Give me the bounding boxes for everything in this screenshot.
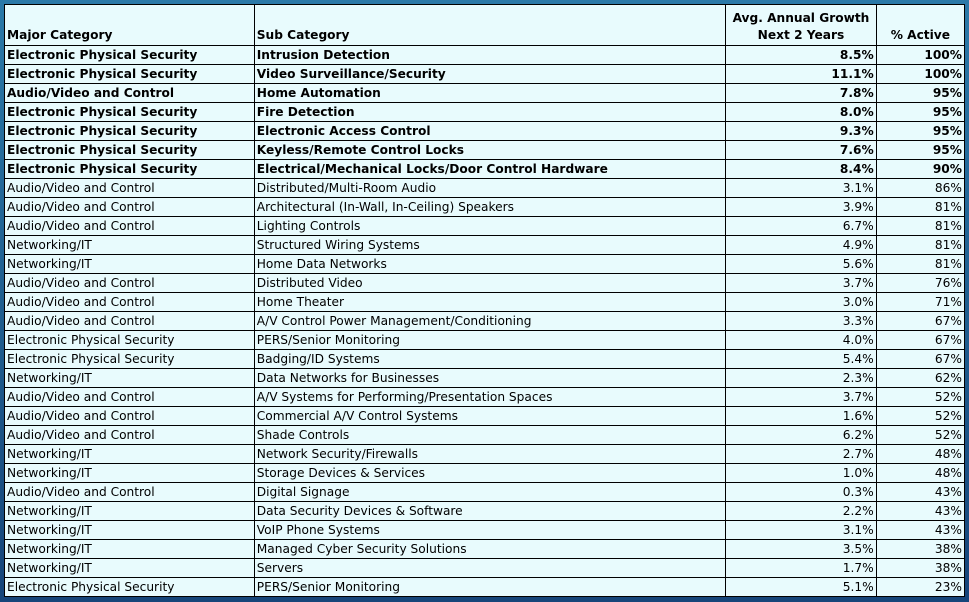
cell-percent-active: 48%: [876, 464, 964, 483]
cell-major-category: Audio/Video and Control: [5, 293, 255, 312]
cell-avg-annual-growth: 2.7%: [726, 445, 876, 464]
header-growth-line1: Avg. Annual Growth: [732, 11, 870, 25]
table-row: [5, 521, 965, 540]
table-row: [5, 160, 965, 179]
cell-avg-annual-growth: 3.1%: [726, 521, 876, 540]
cell-major-category: Electronic Physical Security: [5, 103, 255, 122]
header-sub-category: Sub Category: [254, 5, 725, 46]
cell-sub-category: Electrical/Mechanical Locks/Door Control Hardware: [254, 160, 725, 179]
cell-sub-category: Home Theater: [254, 293, 725, 312]
cell-major-category: Audio/Video and Control: [5, 198, 255, 217]
cell-percent-active: 76%: [876, 274, 964, 293]
cell-avg-annual-growth: 0.3%: [726, 483, 876, 502]
cell-percent-active: 52%: [876, 426, 964, 445]
cell-avg-annual-growth: 3.3%: [726, 312, 876, 331]
table-row: [5, 46, 965, 65]
cell-percent-active: 38%: [876, 559, 964, 578]
cell-major-category: Audio/Video and Control: [5, 407, 255, 426]
table-row: [5, 179, 965, 198]
cell-major-category: Electronic Physical Security: [5, 331, 255, 350]
cell-avg-annual-growth: 8.4%: [726, 160, 876, 179]
table-row: [5, 445, 965, 464]
cell-sub-category: Shade Controls: [254, 426, 725, 445]
cell-sub-category: Architectural (In-Wall, In-Ceiling) Speakers: [254, 198, 725, 217]
header-row: [5, 5, 965, 46]
cell-percent-active: 67%: [876, 312, 964, 331]
cell-avg-annual-growth: 1.0%: [726, 464, 876, 483]
cell-avg-annual-growth: 11.1%: [726, 65, 876, 84]
cell-percent-active: 86%: [876, 179, 964, 198]
table-row: [5, 559, 965, 578]
cell-avg-annual-growth: 8.5%: [726, 46, 876, 65]
cell-percent-active: 81%: [876, 198, 964, 217]
cell-percent-active: 62%: [876, 369, 964, 388]
cell-sub-category: Fire Detection: [254, 103, 725, 122]
table-row: [5, 293, 965, 312]
cell-sub-category: VoIP Phone Systems: [254, 521, 725, 540]
header-avg-annual-growth: [726, 5, 876, 46]
header-major-category: Major Category: [5, 5, 255, 46]
cell-major-category: Networking/IT: [5, 559, 255, 578]
cell-major-category: Electronic Physical Security: [5, 122, 255, 141]
cell-percent-active: 81%: [876, 217, 964, 236]
cell-avg-annual-growth: 3.7%: [726, 274, 876, 293]
cell-avg-annual-growth: 2.3%: [726, 369, 876, 388]
table-row: [5, 312, 965, 331]
cell-major-category: Networking/IT: [5, 236, 255, 255]
cell-sub-category: Managed Cyber Security Solutions: [254, 540, 725, 559]
cell-major-category: Audio/Video and Control: [5, 388, 255, 407]
cell-percent-active: 43%: [876, 521, 964, 540]
cell-percent-active: 95%: [876, 122, 964, 141]
cell-percent-active: 81%: [876, 236, 964, 255]
cell-major-category: Electronic Physical Security: [5, 65, 255, 84]
table-row: [5, 198, 965, 217]
cell-sub-category: A/V Control Power Management/Conditioning: [254, 312, 725, 331]
table-row: [5, 464, 965, 483]
table-row: [5, 65, 965, 84]
cell-avg-annual-growth: 3.5%: [726, 540, 876, 559]
cell-sub-category: Commercial A/V Control Systems: [254, 407, 725, 426]
cell-major-category: Audio/Video and Control: [5, 217, 255, 236]
cell-major-category: Audio/Video and Control: [5, 84, 255, 103]
cell-sub-category: Lighting Controls: [254, 217, 725, 236]
cell-major-category: Electronic Physical Security: [5, 46, 255, 65]
cell-avg-annual-growth: 2.2%: [726, 502, 876, 521]
table-row: [5, 122, 965, 141]
cell-sub-category: Electronic Access Control: [254, 122, 725, 141]
cell-sub-category: Distributed/Multi-Room Audio: [254, 179, 725, 198]
table-row: [5, 540, 965, 559]
table-row: [5, 103, 965, 122]
cell-percent-active: 52%: [876, 407, 964, 426]
header-percent-active: % Active: [876, 5, 964, 46]
cell-major-category: Networking/IT: [5, 445, 255, 464]
cell-percent-active: 71%: [876, 293, 964, 312]
table-row: [5, 426, 965, 445]
cell-percent-active: 81%: [876, 255, 964, 274]
cell-sub-category: A/V Systems for Performing/Presentation Spaces: [254, 388, 725, 407]
cell-sub-category: Servers: [254, 559, 725, 578]
cell-avg-annual-growth: 3.1%: [726, 179, 876, 198]
cell-avg-annual-growth: 4.0%: [726, 331, 876, 350]
table-row: [5, 388, 965, 407]
cell-avg-annual-growth: 1.7%: [726, 559, 876, 578]
cell-major-category: Audio/Video and Control: [5, 483, 255, 502]
cell-sub-category: Video Surveillance/Security: [254, 65, 725, 84]
cell-sub-category: Structured Wiring Systems: [254, 236, 725, 255]
cell-percent-active: 95%: [876, 103, 964, 122]
cell-percent-active: 90%: [876, 160, 964, 179]
cell-sub-category: Intrusion Detection: [254, 46, 725, 65]
cell-major-category: Audio/Video and Control: [5, 274, 255, 293]
cell-percent-active: 43%: [876, 483, 964, 502]
cell-major-category: Audio/Video and Control: [5, 312, 255, 331]
cell-avg-annual-growth: 5.1%: [726, 578, 876, 597]
cell-avg-annual-growth: 7.8%: [726, 84, 876, 103]
cell-avg-annual-growth: 6.7%: [726, 217, 876, 236]
cell-sub-category: Digital Signage: [254, 483, 725, 502]
cell-percent-active: 100%: [876, 46, 964, 65]
cell-percent-active: 43%: [876, 502, 964, 521]
table-row: [5, 350, 965, 369]
cell-major-category: Electronic Physical Security: [5, 350, 255, 369]
cell-percent-active: 100%: [876, 65, 964, 84]
cell-percent-active: 95%: [876, 141, 964, 160]
cell-percent-active: 23%: [876, 578, 964, 597]
cell-sub-category: Network Security/Firewalls: [254, 445, 725, 464]
cell-major-category: Networking/IT: [5, 540, 255, 559]
cell-percent-active: 48%: [876, 445, 964, 464]
cell-sub-category: Data Security Devices & Software: [254, 502, 725, 521]
cell-avg-annual-growth: 3.9%: [726, 198, 876, 217]
cell-major-category: Audio/Video and Control: [5, 179, 255, 198]
cell-avg-annual-growth: 8.0%: [726, 103, 876, 122]
cell-percent-active: 95%: [876, 84, 964, 103]
table-row: [5, 141, 965, 160]
cell-percent-active: 67%: [876, 331, 964, 350]
cell-major-category: Networking/IT: [5, 369, 255, 388]
table-row: [5, 369, 965, 388]
cell-major-category: Electronic Physical Security: [5, 160, 255, 179]
cell-sub-category: PERS/Senior Monitoring: [254, 578, 725, 597]
cell-sub-category: Storage Devices & Services: [254, 464, 725, 483]
table-row: [5, 217, 965, 236]
cell-sub-category: Home Data Networks: [254, 255, 725, 274]
cell-major-category: Audio/Video and Control: [5, 426, 255, 445]
table-row: [5, 331, 965, 350]
table-row: [5, 407, 965, 426]
growth-table: [4, 4, 965, 597]
cell-percent-active: 52%: [876, 388, 964, 407]
cell-major-category: Networking/IT: [5, 464, 255, 483]
cell-avg-annual-growth: 3.0%: [726, 293, 876, 312]
cell-avg-annual-growth: 7.6%: [726, 141, 876, 160]
table-row: [5, 255, 965, 274]
cell-avg-annual-growth: 4.9%: [726, 236, 876, 255]
table-row: [5, 483, 965, 502]
cell-sub-category: Badging/ID Systems: [254, 350, 725, 369]
cell-sub-category: Home Automation: [254, 84, 725, 103]
cell-avg-annual-growth: 5.4%: [726, 350, 876, 369]
table-row: [5, 236, 965, 255]
cell-avg-annual-growth: 1.6%: [726, 407, 876, 426]
table-body: [5, 46, 965, 597]
table-row: [5, 274, 965, 293]
cell-percent-active: 38%: [876, 540, 964, 559]
cell-major-category: Electronic Physical Security: [5, 141, 255, 160]
table-row: [5, 502, 965, 521]
cell-sub-category: Distributed Video: [254, 274, 725, 293]
table-frame: [4, 4, 965, 596]
header-growth-line2: Next 2 Years: [757, 28, 845, 42]
cell-major-category: Networking/IT: [5, 521, 255, 540]
table-row: [5, 84, 965, 103]
cell-avg-annual-growth: 9.3%: [726, 122, 876, 141]
cell-major-category: Electronic Physical Security: [5, 578, 255, 597]
cell-sub-category: Data Networks for Businesses: [254, 369, 725, 388]
cell-major-category: Networking/IT: [5, 255, 255, 274]
table-row: [5, 578, 965, 597]
cell-sub-category: PERS/Senior Monitoring: [254, 331, 725, 350]
cell-avg-annual-growth: 3.7%: [726, 388, 876, 407]
cell-avg-annual-growth: 6.2%: [726, 426, 876, 445]
cell-percent-active: 67%: [876, 350, 964, 369]
cell-major-category: Networking/IT: [5, 502, 255, 521]
cell-sub-category: Keyless/Remote Control Locks: [254, 141, 725, 160]
cell-avg-annual-growth: 5.6%: [726, 255, 876, 274]
